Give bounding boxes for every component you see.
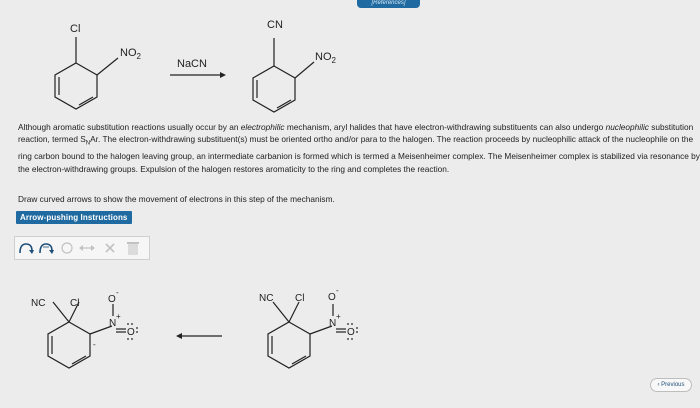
right-n-label: N: [329, 318, 337, 329]
left-n-label: N: [109, 318, 117, 329]
single-curved-arrow-icon[interactable]: [17, 239, 35, 257]
right-o-minus-label: O: [328, 292, 336, 303]
right-nc-label: NC: [259, 293, 274, 304]
mechanism-arrow: [174, 331, 224, 341]
meisenheimer-complex-left: [20, 286, 170, 386]
double-headed-arrow-icon[interactable]: [77, 239, 97, 257]
previous-arrow-icon: ‹: [657, 382, 662, 388]
instruction-text: Draw curved arrows to show the movement of electrons in this step of the mechanism.: [18, 194, 335, 204]
product-structure: [238, 14, 348, 110]
drawing-toolbar: [14, 236, 150, 260]
left-nc-label: NC: [31, 298, 46, 309]
reactant-structure: [40, 10, 150, 110]
left-o-charge: -: [116, 288, 119, 297]
product-no2-label: $NO_2$: [315, 51, 336, 65]
arrow-pushing-instructions-button[interactable]: Arrow-pushing Instructions: [16, 211, 132, 224]
reaction-arrow: [168, 70, 228, 80]
trash-icon[interactable]: [123, 239, 143, 257]
left-o-minus-label: O: [108, 294, 116, 305]
right-n-charge: +: [336, 312, 341, 321]
product-cn-label: CN: [267, 19, 283, 31]
meisenheimer-complex-right: [240, 286, 390, 386]
references-tab[interactable]: [References]: [357, 0, 420, 8]
reactant-no2-label: $NO_2$: [120, 47, 141, 61]
reagent-label: NaCN: [177, 58, 207, 70]
lone-pair-icon[interactable]: [59, 239, 75, 257]
right-o-charge: -: [336, 286, 339, 295]
left-ring-charge: -: [93, 340, 96, 349]
left-o-label: O: [127, 327, 135, 338]
double-curved-arrow-icon[interactable]: [37, 239, 55, 257]
right-o-label: O: [347, 327, 355, 338]
right-cl-label: Cl: [295, 293, 305, 304]
description-paragraph: Although aromatic substitution reactions usually occur by an electrophilic mechanism, aryl halides that have electron-withdrawing substituents can also undergo nucleophilic substitution reaction, termed $S_NAr$. The electron-withdrawing substituent(s) must be oriented ortho and/or para to the halogen. The reaction proceeds by nucleophilic attack of the nucleophile on the ring carbon bound to the halogen leaving group, an intermediate carbanion is formed which is termed a Meisenheimer complex. The Meisenheimer complex is stabilized via resonance by the electron-withdrawing groups. Expulsion of the halogen restores aromaticity to the ring and completes the reaction.: [18, 122, 700, 174]
left-n-charge: +: [116, 312, 121, 321]
close-icon[interactable]: [101, 239, 119, 257]
left-cl-label: Cl: [70, 298, 80, 309]
reactant-cl-label: Cl: [70, 23, 81, 35]
previous-button[interactable]: ‹ Previous: [650, 378, 692, 392]
